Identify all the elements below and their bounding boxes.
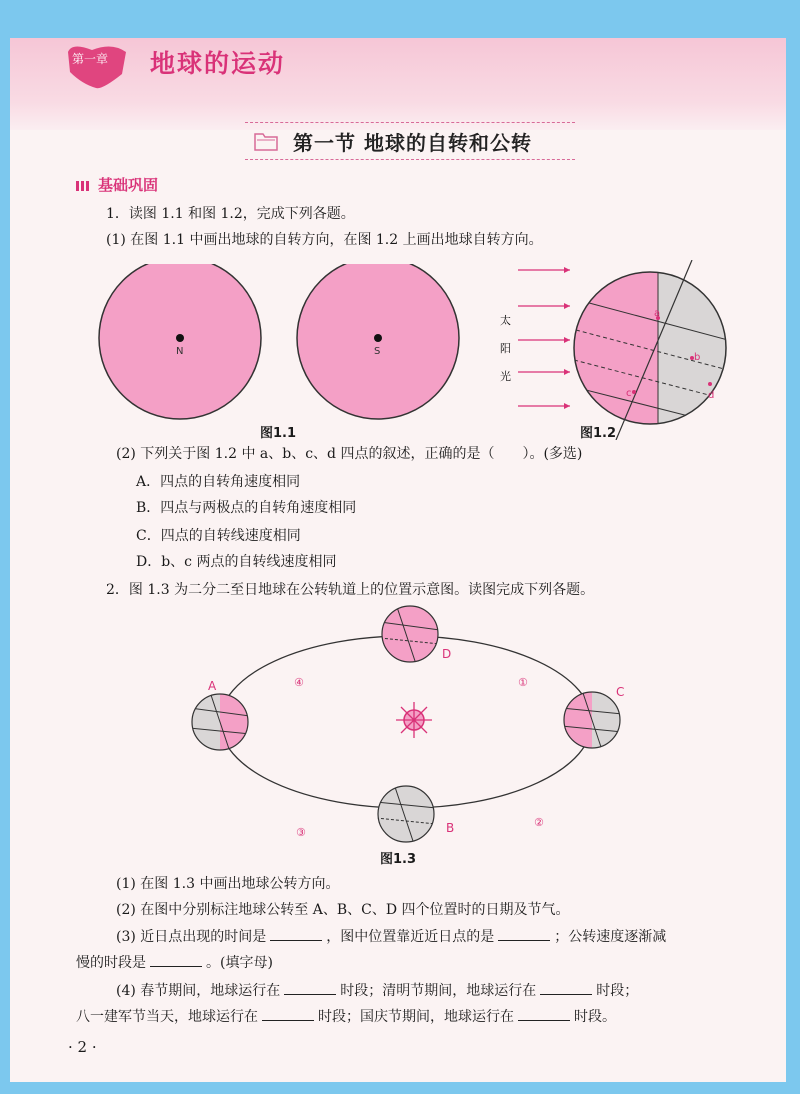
q1-stem: 1．读图 1.1 和图 1.2，完成下列各题。 bbox=[106, 206, 355, 222]
sunlight-char-3: 光 bbox=[500, 370, 511, 383]
q2-part4-line1 bbox=[116, 980, 638, 1001]
q1-part1: (1) 在图 1.1 中画出地球的自转方向，在图 1.2 上画出地球自转方向。 bbox=[106, 232, 543, 248]
q2-p4-text-f: 时段。 bbox=[574, 1009, 616, 1025]
segment-4-label: ④ bbox=[294, 676, 304, 689]
earth-position-d bbox=[380, 604, 440, 664]
q1-option-d: D．b、c 两点的自转线速度相同 bbox=[136, 554, 337, 570]
north-pole-dot bbox=[176, 334, 184, 342]
sunlight-char-2: 阳 bbox=[500, 342, 511, 355]
answer-blank-army-day[interactable] bbox=[262, 1006, 314, 1021]
q2-stem: 2．图 1.3 为二分二至日地球在公转轨道上的位置示意图。读图完成下列各题。 bbox=[106, 582, 595, 598]
figure-1-3 bbox=[180, 604, 640, 844]
position-d-label: D bbox=[442, 647, 452, 661]
section-title: 第一节 地球的自转和公转 bbox=[293, 131, 532, 155]
answer-blank-perihelion-time[interactable] bbox=[270, 926, 322, 941]
segment-1-label: ① bbox=[518, 676, 528, 689]
q2-p3-text-a: (3) 近日点出现的时间是 bbox=[116, 929, 267, 945]
q1-option-b: B．四点与两极点的自转角速度相同 bbox=[136, 500, 357, 516]
q2-part3-line2 bbox=[76, 952, 273, 973]
position-b-label: B bbox=[446, 821, 455, 835]
figure-1-2 bbox=[488, 260, 728, 440]
point-b-label: b bbox=[694, 352, 701, 363]
south-pole-dot bbox=[374, 334, 382, 342]
earth-position-c bbox=[562, 690, 622, 750]
q2-part2: (2) 在图中分别标注地球公转至 A、B、C、D 四个位置时的日期及节气。 bbox=[116, 902, 570, 918]
segment-3-label: ③ bbox=[296, 826, 306, 839]
answer-blank-slowing-segment[interactable] bbox=[150, 952, 202, 967]
earth-position-a bbox=[190, 692, 250, 752]
segment-2-label: ② bbox=[534, 816, 544, 829]
figure-1-3-label: 图1.3 bbox=[380, 852, 417, 867]
q1-option-c: C．四点的自转线速度相同 bbox=[136, 528, 301, 544]
page-number: · 2 · bbox=[68, 1038, 97, 1056]
chapter-label: 第一章 bbox=[72, 52, 109, 66]
section-title-box bbox=[245, 122, 575, 160]
answer-blank-qingming[interactable] bbox=[540, 980, 592, 995]
q2-p3-text-c: ；公转速度逐渐减 bbox=[554, 929, 667, 945]
point-d-label: d bbox=[708, 390, 715, 401]
q2-p4-text-d: 八一建军节当天，地球运行在 bbox=[76, 1009, 258, 1025]
q2-part3-line1 bbox=[116, 926, 666, 947]
figure-1-1 bbox=[90, 264, 460, 424]
answer-blank-perihelion-position[interactable] bbox=[498, 926, 550, 941]
folder-icon bbox=[253, 130, 279, 152]
point-a-label: a bbox=[654, 308, 661, 319]
q2-p3-text-e: 。(填字母) bbox=[206, 955, 273, 971]
answer-blank-spring-festival[interactable] bbox=[284, 980, 336, 995]
point-c-label: c bbox=[626, 388, 632, 399]
q2-p4-text-b: 时段；清明节期间，地球运行在 bbox=[340, 983, 537, 999]
q2-part4-line2 bbox=[76, 1006, 616, 1027]
earth-position-b bbox=[376, 784, 436, 844]
chapter-title: 地球的运动 bbox=[150, 49, 286, 78]
sun-icon bbox=[396, 702, 432, 738]
q2-p4-text-c: 时段； bbox=[596, 983, 639, 999]
position-a-label: A bbox=[208, 679, 217, 693]
position-c-label: C bbox=[616, 685, 625, 699]
q2-p4-text-a: (4) 春节期间，地球运行在 bbox=[116, 983, 281, 999]
q2-p3-text-b: ，图中位置靠近近日点的是 bbox=[326, 929, 495, 945]
q1-part2: (2) 下列关于图 1.2 中 a、b、c、d 四点的叙述，正确的是（ ）。(多选) bbox=[116, 446, 583, 462]
pole-s-label: S bbox=[374, 346, 381, 357]
pole-n-label: N bbox=[176, 346, 184, 357]
figure-1-1-label: 图1.1 bbox=[260, 426, 297, 441]
q2-p4-text-e: 时段；国庆节期间，地球运行在 bbox=[318, 1009, 514, 1025]
q2-part1: (1) 在图 1.3 中画出地球公转方向。 bbox=[116, 876, 340, 892]
sunlight-char-1: 太 bbox=[500, 314, 511, 327]
basic-heading bbox=[76, 174, 158, 195]
bullet-marker-icon bbox=[76, 181, 90, 191]
q1-option-a: A．四点的自转角速度相同 bbox=[136, 474, 301, 490]
figure-1-2-label: 图1.2 bbox=[580, 426, 617, 441]
answer-blank-national-day[interactable] bbox=[518, 1006, 570, 1021]
basic-heading-text: 基础巩固 bbox=[98, 176, 159, 194]
textbook-page bbox=[10, 38, 786, 1082]
q2-p3-text-d: 慢的时段是 bbox=[76, 955, 146, 971]
sunlight-arrows bbox=[518, 267, 570, 409]
